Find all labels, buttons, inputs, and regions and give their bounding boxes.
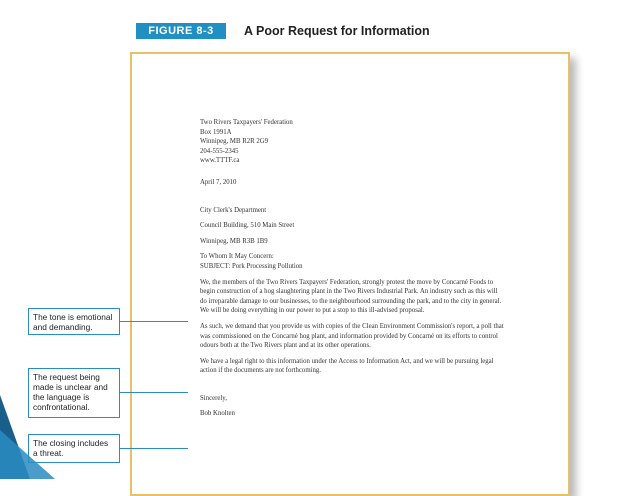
body-paragraph: We have a legal right to this information under the Access to Information Act, and we will be pursuing legal action if the documents are not forthcoming. [200,357,494,375]
sender-line: Box 1991A [200,128,232,136]
letter-body [200,118,505,419]
recipient-line: Council Building, 510 Main Street [200,222,295,230]
callout-leader [120,448,188,449]
callout-leader [120,321,188,322]
subject-line: SUBJECT: Pork Processing Pollution [200,262,303,270]
sender-line: 204-555-2345 [200,147,239,155]
callout-tone: The tone is emotional and demanding. [28,308,120,335]
salutation: To Whom It May Concern: [200,253,274,261]
figure-badge: FIGURE 8-3 [136,23,226,39]
corner-decoration [0,430,55,479]
body-paragraph: We, the members of the Two Rivers Taxpayers' Federation, strongly protest the move by Concarné Foods to begin construction of a hog slaughtering plant in the Two Rivers Industrial Park. An industry such as this will do irreparable damage to our businesses, to the neighbourhood surrounding the park, and to the city in general. We will be doing everything in our power to put a stop to this ill-advised proposal. [200,278,502,315]
figure-header [136,22,430,40]
figure-title: A Poor Request for Information [244,24,430,38]
letter-signature: Bob Knolten [200,410,235,418]
callout-request: The request being made is unclear and the language is confrontational. [28,368,120,418]
sender-line: Winnipeg, MB R2R 2G9 [200,138,269,146]
body-paragraph: As such, we demand that you provide us with copies of the Clean Environment Commission's report, a poll that was commissioned on the Concarné hog plant, and information provided by Concarné on its efforts to control odours both at the Two Rivers plant and at its other operations. [200,322,504,350]
sender-line: Two Rivers Taxpayers' Federation [200,119,293,126]
recipient-line: Winnipeg, MB R3B 1B9 [200,237,268,245]
sender-line: www.TTTF.ca [200,157,240,165]
callout-closing: The closing includes a threat. [28,434,120,463]
letter-date: April 7, 2010 [200,178,237,186]
letter-closing: Sincerely, [200,394,227,402]
callout-leader [120,392,188,393]
recipient-line: City Clerk's Department [200,206,267,214]
